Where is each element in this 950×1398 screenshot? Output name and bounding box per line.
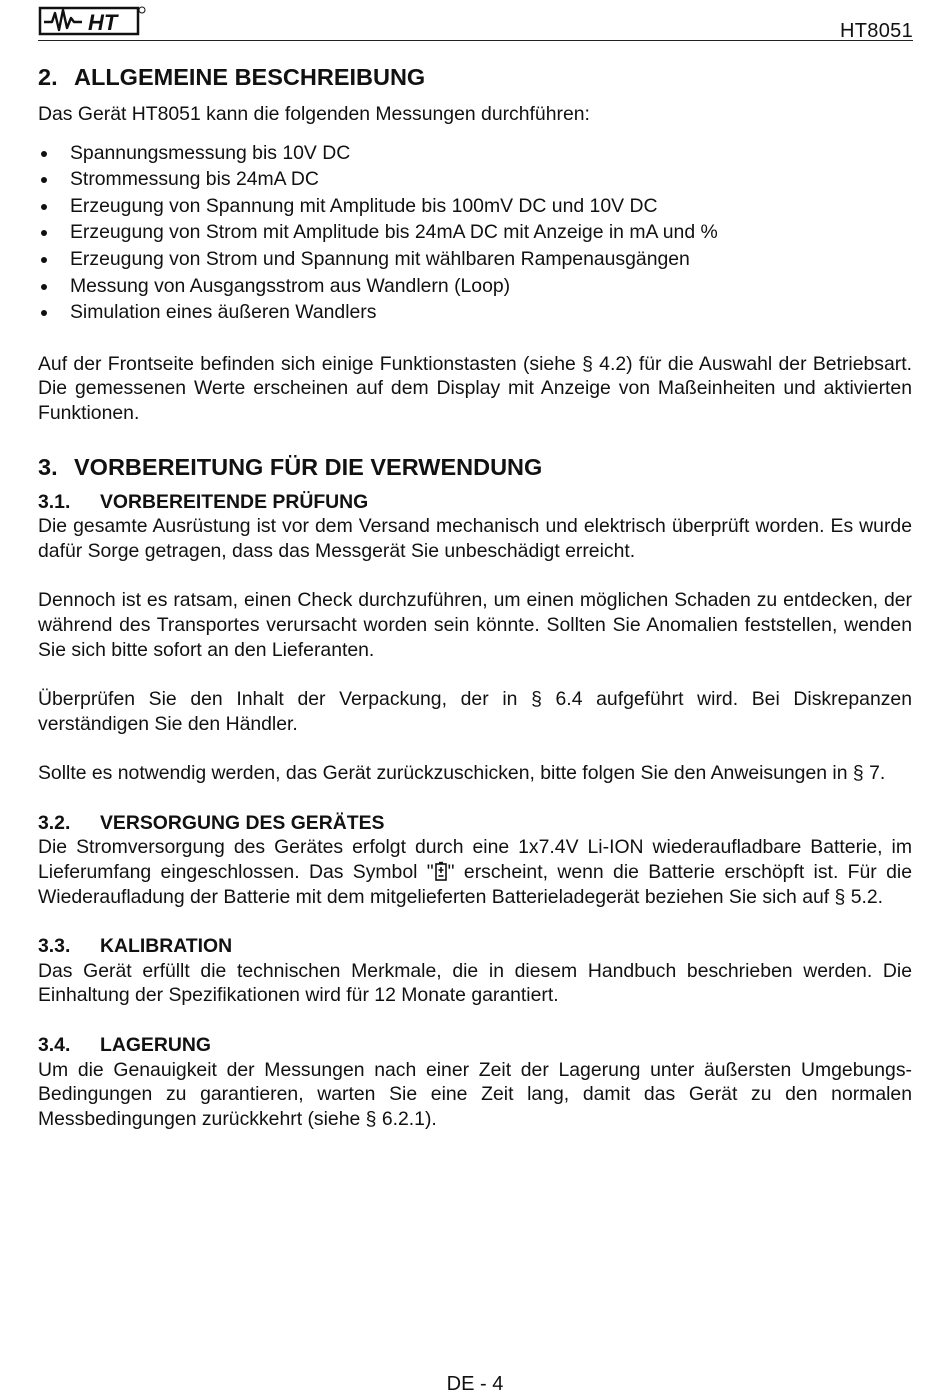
- list-item: Messung von Ausgangsstrom aus Wandlern (Loop): [38, 273, 912, 300]
- page-number: DE - 4: [446, 1373, 504, 1395]
- battery-text-before: Die Stromversorgung des Gerätes erfolgt durch eine 1x7.4V Li-ION wiederaufladbare Batterie, im Lieferumfang eingeschlossen. Das Symbol ": [38, 836, 912, 884]
- section-3-title: VORBEREITUNG FÜR DIE VERWENDUNG: [74, 453, 543, 480]
- section-3-4-paragraph: Um die Genauigkeit der Messungen nach einer Zeit der Lagerung unter äußersten Umgebungs-Bedingungen zu garantieren, warten Sie eine Zeit lang, damit das Gerät zu den normalen Messbedingungen zurückkehrt (siehe § 6.2.1).: [38, 1058, 912, 1130]
- section-3-2-heading: [38, 811, 912, 836]
- list-item: Erzeugung von Spannung mit Amplitude bis 100mV DC und 10V DC: [38, 193, 912, 220]
- section-3-3-heading: [38, 934, 912, 959]
- section-3-1-paragraph-3: Überprüfen Sie den Inhalt der Verpackung, der in § 6.4 aufgeführt wird. Bei Diskrepanzen verständigen Sie den Händler.: [38, 688, 912, 735]
- battery-low-icon: [435, 861, 447, 881]
- section-3-3-paragraph: Das Gerät erfüllt die technischen Merkmale, die in diesem Handbuch beschrieben werden. Die Einhaltung der Spezifikationen wird für 12 Monate garantiert.: [38, 959, 912, 1007]
- section-3-1-title: VORBEREITENDE PRÜFUNG: [100, 490, 369, 513]
- section-3-heading: [38, 452, 912, 482]
- section-3-2-title: VERSORGUNG DES GERÄTES: [100, 811, 385, 834]
- section-3-1-number: 3.1.: [38, 490, 71, 513]
- page-header: [38, 6, 913, 42]
- section-2-paragraph: Auf der Frontseite befinden sich einige Funktionstasten (siehe § 4.2) für die Auswahl der Betriebsart. Die gemessenen Werte erscheinen auf dem Display mit Anzeige von Maßeinheiten und aktivierten Funktionen.: [38, 352, 912, 424]
- model-label: HT8051: [840, 20, 913, 42]
- section-3-3-number: 3.3.: [38, 935, 71, 958]
- battery-text-after: " erscheint, wenn die Batterie erschöpft ist. Für die Wiederaufladung der Batterie mit dem mitgelieferten Batterieladegerät beziehen Sie sich auf § 5.2.: [38, 861, 912, 908]
- ht-logo-icon: [38, 6, 148, 36]
- section-3-4-number: 3.4.: [38, 1034, 71, 1057]
- measurement-list: [38, 140, 912, 326]
- section-2-intro: Das Gerät HT8051 kann die folgenden Messungen durchführen:: [38, 103, 590, 125]
- section-3-2-number: 3.2.: [38, 811, 71, 834]
- logo-text: HT: [88, 10, 118, 35]
- list-item: Erzeugung von Strom mit Amplitude bis 24mA DC mit Anzeige in mA und %: [38, 219, 912, 246]
- section-3-number: 3.: [38, 453, 58, 480]
- section-3-2-paragraph: [38, 835, 912, 909]
- list-item: Spannungsmessung bis 10V DC: [38, 140, 912, 167]
- section-3-4-heading: [38, 1033, 912, 1058]
- section-3-1-paragraph-1: Die gesamte Ausrüstung ist vor dem Versand mechanisch und elektrisch überprüft worden. Es wurde dafür Sorge getragen, dass das Messgerät Sie unbeschädigt erreicht.: [38, 515, 912, 562]
- section-3-1-paragraph-4: Sollte es notwendig werden, das Gerät zurückzuschicken, bitte folgen Sie den Anweisungen in § 7.: [38, 762, 886, 785]
- page-content: [38, 62, 912, 1131]
- section-3-4-title: LAGERUNG: [100, 1034, 211, 1057]
- list-item: Strommessung bis 24mA DC: [38, 166, 912, 193]
- section-3-1-paragraph-2: Dennoch ist es ratsam, einen Check durchzuführen, um einen möglichen Schaden zu entdecken, der während des Transportes verursacht worden sein könnte. Sollten Sie Anomalien feststellen, wenden Sie sich bitte sofort an den Lieferanten.: [38, 589, 912, 661]
- section-2-heading: [38, 62, 912, 92]
- section-2-title: ALLGEMEINE BESCHREIBUNG: [74, 64, 426, 90]
- section-3-1-heading: [38, 490, 912, 515]
- section-2-number: 2.: [38, 64, 58, 90]
- list-item: Erzeugung von Strom und Spannung mit wählbaren Rampenausgängen: [38, 246, 912, 273]
- list-item: Simulation eines äußeren Wandlers: [38, 299, 912, 326]
- header-divider: [38, 40, 913, 41]
- section-3-3-title: KALIBRATION: [100, 935, 233, 958]
